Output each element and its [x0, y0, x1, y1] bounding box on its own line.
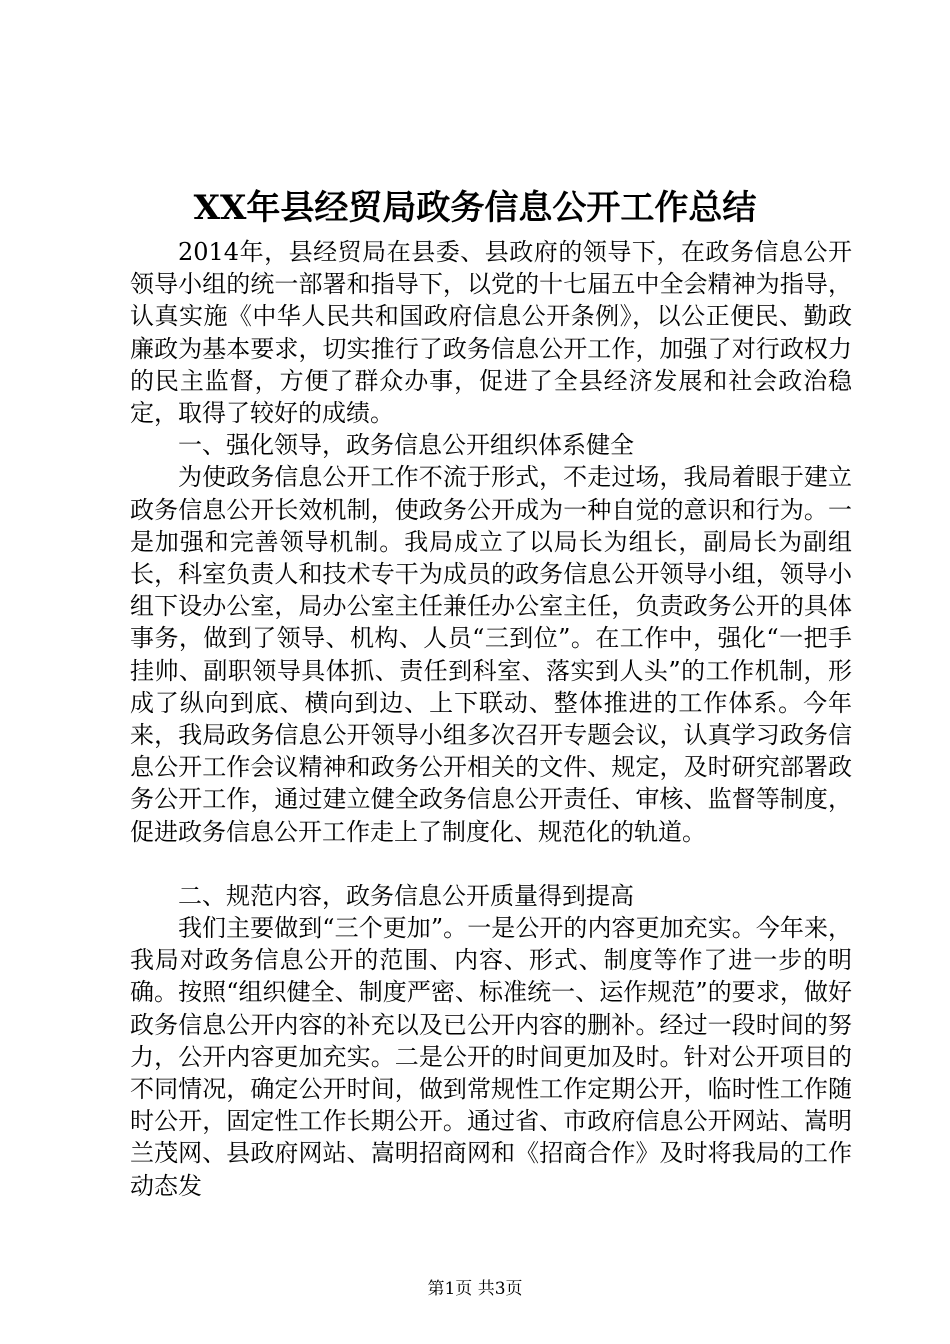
section-1-paragraph: 为使政务信息公开工作不流于形式，不走过场，我局着眼于建立政务信息公开长效机制，使政务公开成为一种自觉的意识和行为。一是加强和完善领导机制。我局成立了以局长为组长，副局长为副组长，科室负责人和技术专干为成员的政务信息公开领导小组，领导小组下设办公室，局办公室主任兼任办公室主任，负责政务公开的具体事务，做到了领导、机构、人员“三到位”。在工作中，强化“一把手挂帅、副职领导具体抓、责任到科室、落实到人头”的工作机制，形成了纵向到底、横向到边、上下联动、整体推进的工作体系。今年来，我局政务信息公开领导小组多次召开专题会议，认真学习政务信息公开工作会议精神和政务公开相关的文件、规定，及时研究部署政务公开工作，通过建立健全政务信息公开责任、审核、监督等制度，促进政务信息公开工作走上了制度化、规范化的轨道。 — [130, 463, 852, 846]
page-footer: 第1页 共3页 — [427, 1279, 523, 1299]
paragraph-spacer — [130, 848, 852, 880]
document-title: XX年县经贸局政务信息公开工作总结 — [193, 188, 757, 228]
section-heading-2: 二、规范内容，政务信息公开质量得到提高 — [178, 881, 634, 910]
intro-paragraph: 2014年，县经贸局在县委、县政府的领导下，在政务信息公开领导小组的统一部署和指导下，以党的十七届五中全会精神为指导，认真实施《中华人民共和国政府信息公开条例》，以公正便民、勤政廉政为基本要求，切实推行了政务信息公开工作，加强了对行政权力的民主监督，方便了群众办事，促进了全县经济发展和社会政治稳定，取得了较好的成绩。 — [130, 238, 852, 428]
document-body — [130, 236, 852, 1202]
section-2-paragraph: 我们主要做到“三个更加”。一是公开的内容更加充实。今年来，我局对政务信息公开的范围、内容、形式、制度等作了进一步的明确。按照“组织健全、制度严密、标准统一、运作规范”的要求，做好政务信息公开内容的补充以及已公开内容的删补。经过一段时间的努力，公开内容更加充实。二是公开的时间更加及时。针对公开项目的不同情况，确定公开时间，做到常规性工作定期公开，临时性工作随时公开，固定性工作长期公开。通过省、市政府信息公开网站、嵩明兰茂网、县政府网站、嵩明招商网和《招商合作》及时将我局的工作动态发 — [130, 914, 852, 1200]
section-heading-1: 一、强化领导，政务信息公开组织体系健全 — [178, 431, 634, 460]
